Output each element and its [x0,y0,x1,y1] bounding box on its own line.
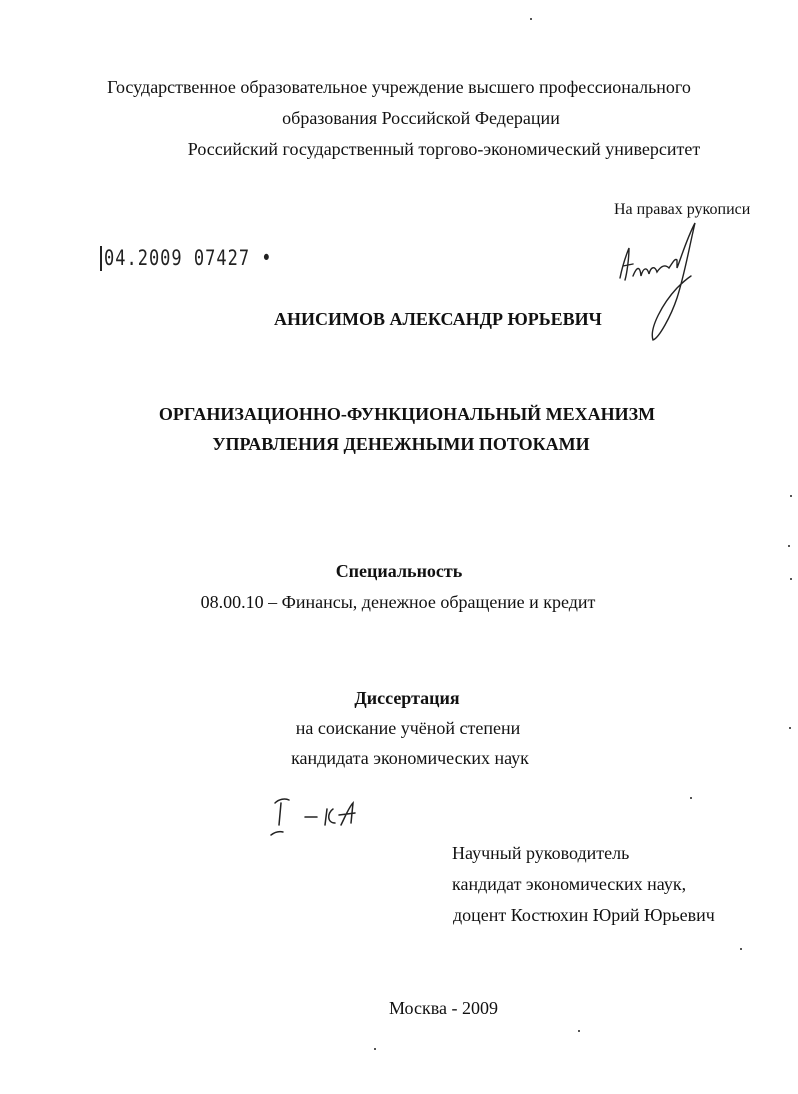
specialty-label: Специальность [335,561,463,581]
scan-speck [578,1030,580,1032]
scan-speck [790,578,792,580]
dissertation-line-2: кандидата экономических наук [291,748,529,768]
scan-speck [530,18,532,20]
scan-speck [789,727,791,729]
dissertation-label: Диссертация [354,688,460,708]
scan-speck [374,1048,376,1050]
supervisor-line-1: Научный руководитель [452,843,630,863]
city-year: Москва - 2009 [389,998,498,1018]
title-line-1: ОРГАНИЗАЦИОННО-ФУНКЦИОНАЛЬНЫЙ МЕХАНИЗМ [158,404,656,424]
scan-speck [690,797,692,799]
dissertation-line-1: на соискание учёной степени [295,718,521,738]
author-name: АНИСИМОВ АЛЕКСАНДР ЮРЬЕВИЧ [274,309,602,329]
institution-line-3: Российский государственный торгово-экономический университет [187,139,701,159]
scan-speck [740,948,742,950]
stamp-text: 04.2009 07427 [104,246,251,271]
stamp-number: 04.2009 07427 • [100,246,273,271]
scan-speck [788,545,790,547]
supervisor-line-3: доцент Костюхин Юрий Юрьевич [453,905,715,925]
institution-line-2: образования Российской Федерации [282,108,560,128]
supervisor-line-2: кандидат экономических наук, [452,874,687,894]
signature-icon [615,218,705,343]
institution-line-1: Государственное образовательное учреждение высшего профессионального [107,77,691,97]
specialty-value: 08.00.10 – Финансы, денежное обращение и кредит [200,592,596,612]
title-line-2: УПРАВЛЕНИЯ ДЕНЕЖНЫМИ ПОТОКАМИ [212,434,590,454]
scan-speck [790,495,792,497]
manuscript-note: На правах рукописи [614,201,751,218]
stamp-bar [100,246,102,271]
handwritten-note-icon [265,795,365,840]
